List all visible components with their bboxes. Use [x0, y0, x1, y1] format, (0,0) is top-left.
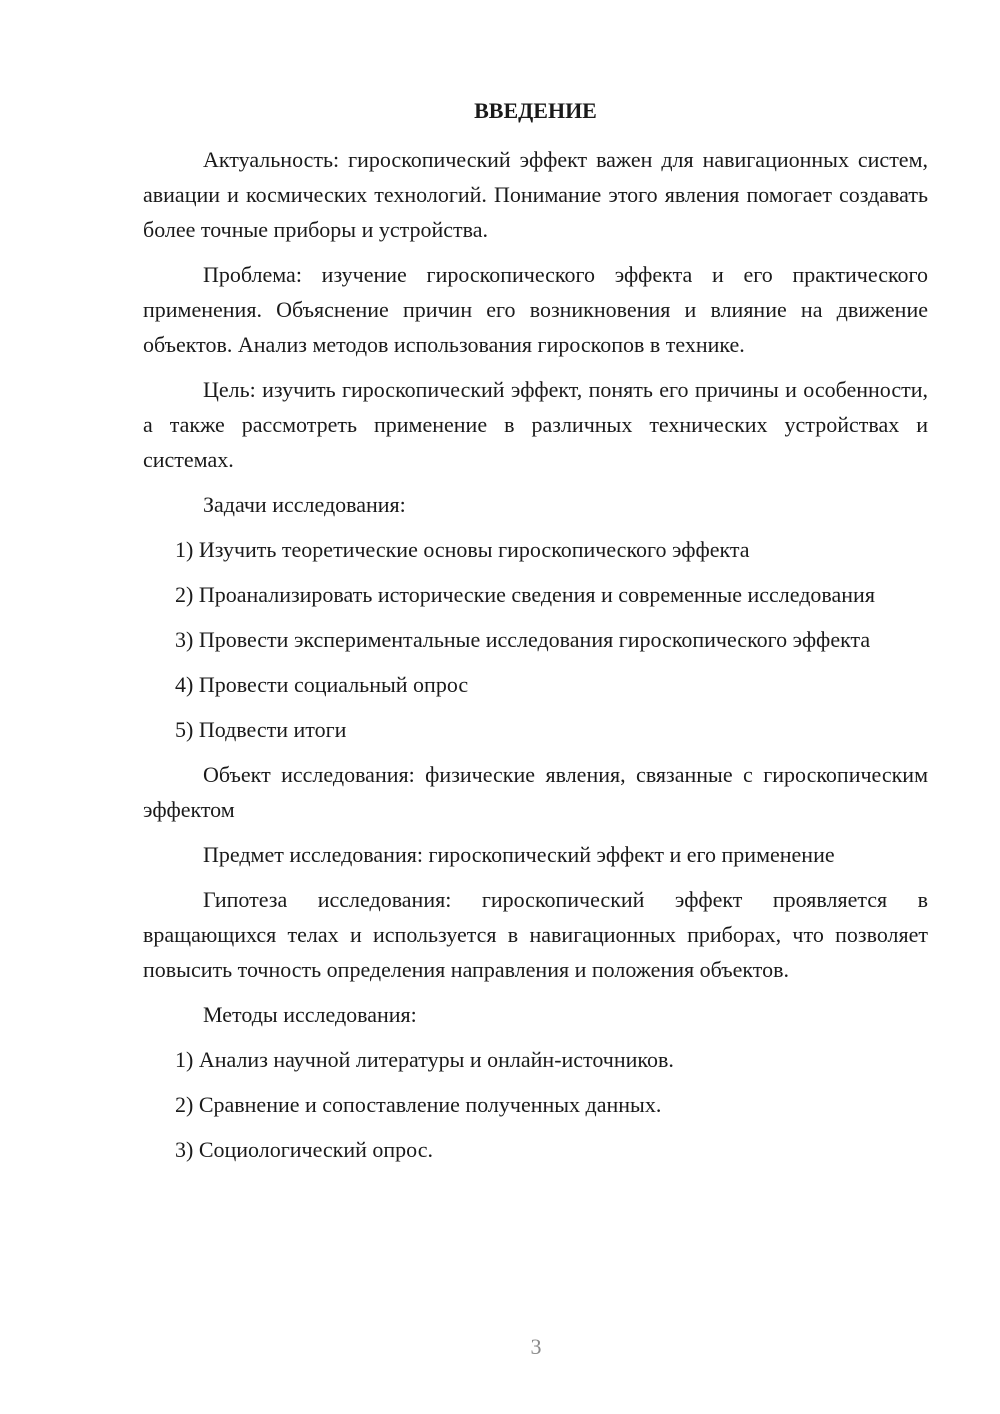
task-item: 3) Провести экспериментальные исследования гироскопического эффекта [175, 627, 871, 652]
tasks-title: Задачи исследования: [203, 492, 406, 517]
method-item: 1) Анализ научной литературы и онлайн-источников. [175, 1047, 674, 1072]
task-item: 2) Проанализировать исторические сведения и современные исследования [175, 582, 875, 607]
methods-title: Методы исследования: [203, 1002, 417, 1027]
subject-paragraph: Предмет исследования: гироскопический эффект и его применение [203, 842, 835, 867]
page-title: ВВЕДЕНИЕ [474, 98, 597, 123]
method-item: 2) Сравнение и сопоставление полученных данных. [175, 1092, 662, 1117]
method-item: 3) Социологический опрос. [175, 1137, 433, 1162]
hypothesis-paragraph: Гипотеза исследования: гироскопический эффект проявляется в вращающихся телах и используется в навигационных приборах, что позволяет повысить точность определения направления и положения объектов. [143, 887, 928, 982]
document-page [143, 96, 928, 1177]
task-item: 5) Подвести итоги [175, 717, 347, 742]
task-item: 4) Провести социальный опрос [175, 672, 469, 697]
goal-paragraph: Цель: изучить гироскопический эффект, понять его причины и особенности, а также рассмотреть применение в различных технических устройствах и системах. [143, 377, 928, 472]
problem-paragraph: Проблема: изучение гироскопического эффекта и его практического применения. Объяснение причин его возникновения и влияние на движение объектов. Анализ методов использования гироскопов в технике. [143, 262, 928, 357]
page-number: 3 [530, 1334, 542, 1359]
object-paragraph: Объект исследования: физические явления, связанные с гироскопическим эффектом [143, 762, 928, 822]
relevance-paragraph: Актуальность: гироскопический эффект важен для навигационных систем, авиации и космических технологий. Понимание этого явления помогает создавать более точные приборы и устройства. [143, 147, 928, 242]
task-item: 1) Изучить теоретические основы гироскопического эффекта [175, 537, 750, 562]
